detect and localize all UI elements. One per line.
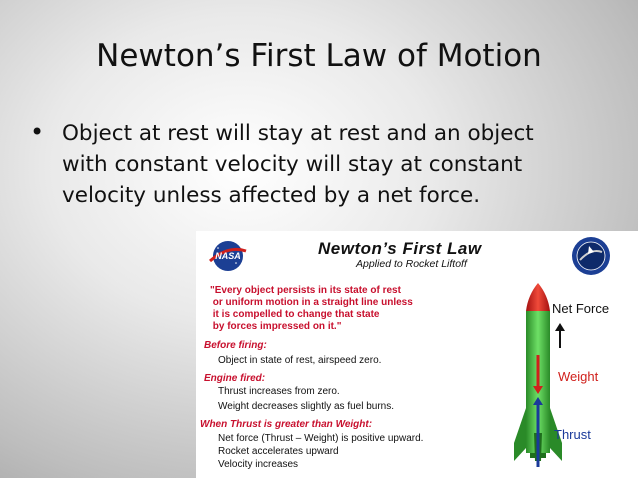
net-force-label: Net Force [552, 301, 610, 316]
weight-label: Weight [558, 369, 599, 384]
quote-line: it is compelled to change that state [210, 309, 380, 320]
figure-subtitle: Applied to Rocket Liftoff [356, 258, 467, 270]
thrust-arrow-icon [533, 397, 543, 405]
weight-arrow-icon [533, 386, 543, 394]
bullet-marker: • [30, 118, 45, 146]
quote-line: by forces impressed on it." [210, 321, 342, 332]
section-line: Thrust increases from zero. [218, 386, 340, 397]
quote-line: or uniform motion in a straight line unless [210, 297, 413, 308]
bullet-text [62, 118, 612, 211]
figure-title: Newton’s First Law [318, 239, 482, 258]
net-force-arrow-icon [555, 323, 565, 331]
rocket-law-figure [196, 231, 638, 478]
section-line: Net force (Thrust – Weight) is positive upward. [218, 433, 424, 444]
section-line: Rocket accelerates upward [218, 446, 339, 457]
section-line: Velocity increases [218, 459, 299, 470]
thrust-label: Thrust [554, 427, 591, 442]
section-heading: Before firing: [204, 340, 267, 351]
quote-line: "Every object persists in its state of rest [210, 285, 401, 296]
bullet-line: Object at rest will stay at rest and an object [62, 121, 534, 146]
section-line: Object in state of rest, airspeed zero. [218, 355, 382, 366]
section-line: Weight decreases slightly as fuel burns. [218, 401, 395, 412]
bullet-line: velocity unless affected by a net force. [62, 183, 481, 208]
section-heading: When Thrust is greater than Weight: [200, 419, 373, 430]
bullet-line: with constant velocity will stay at constant [62, 152, 523, 177]
bullet-item [22, 118, 612, 211]
slide-title: Newton’s First Law of Motion [96, 38, 542, 74]
nasa-logo-text: NASA [215, 251, 241, 261]
section-heading: Engine fired: [204, 373, 266, 384]
